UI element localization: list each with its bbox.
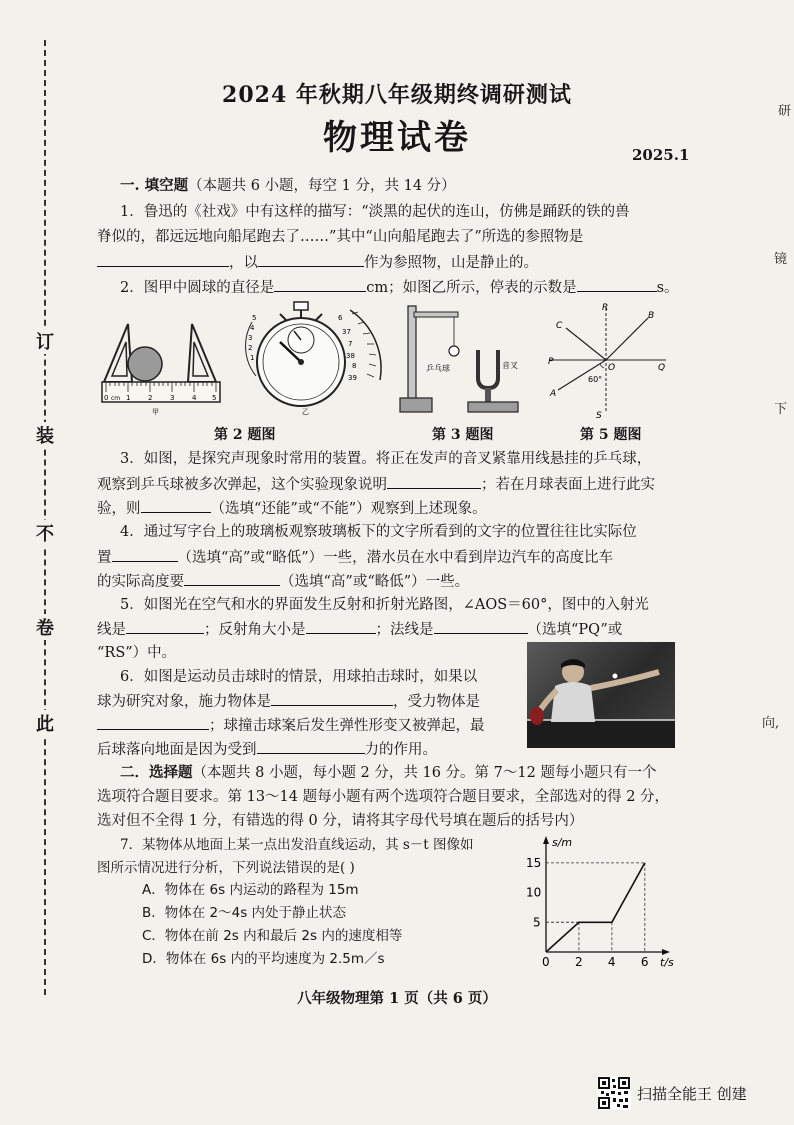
sublabel-a: 甲 <box>152 408 159 416</box>
q4-line1: 4．通过写字台上的玻璃板观察玻璃板下的文字所看到的文字的位置往往比实际位 <box>120 524 637 540</box>
y-tick-label: 15 <box>526 855 542 870</box>
fork-label: 音叉 <box>502 361 518 370</box>
answer-blank[interactable] <box>141 497 211 513</box>
qr-code-icon <box>597 1076 631 1110</box>
table-tennis-photo <box>527 642 675 748</box>
binding-char: 不 <box>32 520 58 546</box>
q6-text: 力的作用。 <box>364 742 437 758</box>
q1-text: ，以 <box>229 255 258 271</box>
q4-line2 <box>97 546 613 569</box>
q6-line4 <box>97 738 437 761</box>
q5-text: ；反射角大小是 <box>204 622 306 638</box>
pingpong-label: 乒乓球 <box>426 364 450 373</box>
series-line <box>546 863 645 952</box>
optics-angle-label: 60° <box>588 375 603 384</box>
section2-line1 <box>120 762 656 784</box>
ruler-label: cm <box>111 395 121 402</box>
binding-char: 卷 <box>32 614 58 640</box>
watch-big-dial: 8 <box>352 362 357 370</box>
exam-title: 2024 年秋期八年级期终调研测试 <box>222 82 572 108</box>
binding-char: 装 <box>32 422 58 448</box>
answer-blank[interactable] <box>434 618 528 634</box>
y-axis-arrow <box>543 836 549 844</box>
scanner-text: 扫描全能王 创建 <box>637 1084 747 1103</box>
x-tick-label: 6 <box>640 955 649 969</box>
x-axis-label: t/s <box>660 956 674 969</box>
q5-line3: “RS”）中。 <box>97 645 177 661</box>
binding-char: 此 <box>32 710 58 736</box>
q1-line3 <box>97 251 538 274</box>
q5-line1: 5．如图光在空气和水的界面发生反射和折射光路图，∠AOS＝60°，图中的入射光 <box>120 597 649 613</box>
fig2-caption: 第 2 题图 <box>214 427 276 443</box>
ruler-label: 2 <box>148 394 153 402</box>
q7-line1: 7．某物体从地面上某一点出发沿直线运动，其 s－t 图像如 <box>120 837 474 853</box>
q1-text: 作为参照物，山是静止的。 <box>364 255 538 271</box>
answer-blank[interactable] <box>577 276 657 292</box>
q2-text: 2．图甲中圆球的直径是 <box>120 280 275 296</box>
q5-text: （选填“PQ”或 <box>527 622 623 638</box>
optics-label-p: P <box>548 357 554 367</box>
figure-2a-ruler <box>98 318 224 418</box>
q4-text: 的实际高度要 <box>97 574 184 590</box>
binding-char: 订 <box>32 328 58 354</box>
q4-text: （选填“高”或“略低”）一些，潜水员在水中看到岸边汽车的高度比车 <box>177 550 614 566</box>
binding-dashed-line <box>44 40 46 995</box>
q6-line2 <box>97 690 480 713</box>
section1-note: （本题共 6 小题，每空 1 分，共 14 分） <box>188 178 456 194</box>
figure-5-optics <box>540 298 670 420</box>
subject-title: 物理试卷 <box>323 118 471 158</box>
q6-text: ；球撞击球案后发生弹性形变又被弹起，最 <box>209 718 485 734</box>
q5-text: ；法线是 <box>375 622 434 638</box>
watch-big-dial: 6 <box>338 314 343 322</box>
optics-label-a: A <box>550 389 557 399</box>
watch-small-dial: 5 <box>252 314 257 322</box>
q2-text: s。 <box>656 280 679 296</box>
q7-option-c: C．物体在前 2s 内和最后 2s 内的速度相等 <box>142 928 403 944</box>
section1-heading-line <box>120 175 456 197</box>
answer-blank[interactable] <box>126 618 204 634</box>
q3-text: 观察到乒乓球被多次弹起，这个实验现象说明 <box>97 477 387 493</box>
q6-line1: 6．如图是运动员击球时的情景，用球拍击球时，如果以 <box>120 669 478 685</box>
section1-heading: 一. 填空题 <box>120 177 189 194</box>
y-tick-label: 5 <box>533 915 541 930</box>
figure-2b-stopwatch <box>232 298 392 418</box>
q5-text: 线是 <box>97 622 126 638</box>
q6-line3 <box>97 714 485 737</box>
section2-heading: 二．选择题 <box>120 764 193 781</box>
q7-option-d: D．物体在 6s 内的平均速度为 2.5m／s <box>142 951 385 967</box>
answer-blank[interactable] <box>97 714 209 730</box>
page-footer: 八年级物理第 1 页（共 6 页） <box>297 990 497 1007</box>
q3-text: ；若在月球表面上进行此实 <box>481 477 655 493</box>
x-tick-label: 2 <box>574 955 583 969</box>
answer-blank[interactable] <box>258 251 364 267</box>
optics-label-q: Q <box>658 363 666 373</box>
ruler-label: 5 <box>212 394 217 402</box>
answer-blank[interactable] <box>271 690 393 706</box>
q5-line2 <box>97 618 622 641</box>
q3-text: （选填“还能”或“不能”）观察到上述现象。 <box>210 501 487 517</box>
margin-char: 镜 <box>774 252 788 267</box>
optics-label-r: R <box>602 303 609 313</box>
margin-char: 向, <box>762 716 780 731</box>
fig5-caption: 第 5 题图 <box>580 427 642 443</box>
q6-text: 球为研究对象，施力物体是 <box>97 694 271 710</box>
watch-big-dial: 7 <box>348 340 353 348</box>
section2-line2: 选项符合题目要求。第 13～14 题每小题有两个选项符合题目要求，全部选对的得 2 分， <box>97 789 670 805</box>
st-graph <box>522 834 672 970</box>
q4-line3 <box>97 570 469 593</box>
ruler-label: 4 <box>192 394 197 402</box>
q7-line2: 图所示情况进行分析，下列说法错误的是( ) <box>97 860 355 876</box>
optics-label-s: S <box>596 411 602 421</box>
optics-label-b: B <box>648 311 655 321</box>
exam-date: 2025.1 <box>632 146 690 164</box>
watch-big-dial: 37 <box>342 328 351 336</box>
q7-option-b: B．物体在 2～4s 内处于静止状态 <box>142 905 347 921</box>
q7-option-a: A．物体在 6s 内运动的路程为 15m <box>142 882 359 898</box>
answer-blank[interactable] <box>97 251 229 267</box>
section2-line3: 选对但不全得 1 分，有错选的得 0 分，请将其字母代号填在题后的括号内） <box>97 813 584 829</box>
answer-blank[interactable] <box>184 570 280 586</box>
q4-text: 置 <box>97 550 112 566</box>
ruler-label: 3 <box>170 394 175 402</box>
q3-line3 <box>97 497 487 520</box>
margin-char: 研 <box>778 104 792 119</box>
q3-line1: 3．如图，是探究声现象时常用的装置。将正在发声的音叉紧靠用线悬挂的乒乓球， <box>120 451 652 467</box>
fig3-caption: 第 3 题图 <box>432 427 494 443</box>
q4-text: （选填“高”或“略低”）一些。 <box>280 574 470 590</box>
optics-label-o: O <box>608 363 616 373</box>
watch-big-dial: 38 <box>346 352 355 360</box>
figure-3-tuning-fork <box>398 298 522 420</box>
x-tick-label: 0 <box>542 955 550 969</box>
q6-text: 后球落向地面是因为受到 <box>97 742 257 758</box>
optics-label-c: C <box>556 321 563 331</box>
answer-blank[interactable] <box>274 276 366 292</box>
section2-text: （本题共 8 小题，每小题 2 分，共 16 分。第 7～12 题每小题只有一个 <box>192 765 657 781</box>
watch-small-dial: 3 <box>248 334 253 342</box>
y-tick-label: 10 <box>526 885 542 900</box>
watch-small-dial: 4 <box>250 324 255 332</box>
answer-blank[interactable] <box>387 473 481 489</box>
y-axis-label: s/m <box>552 836 573 849</box>
watch-small-dial: 1 <box>250 354 255 362</box>
answer-blank[interactable] <box>257 738 365 754</box>
ruler-label: 1 <box>126 394 131 402</box>
q2-text: cm；如图乙所示，停表的示数是 <box>366 280 577 296</box>
player-silhouette <box>527 642 675 748</box>
ruler-label: 0 <box>104 394 109 402</box>
sublabel-b: 乙 <box>302 408 309 416</box>
x-tick-label: 4 <box>607 955 616 969</box>
q2-line1 <box>120 276 679 299</box>
q3-text: 验，则 <box>97 501 141 517</box>
q6-text: ，受力物体是 <box>393 694 480 710</box>
scanner-watermark <box>597 1075 747 1111</box>
q3-line2 <box>97 473 655 496</box>
q1-line1: 1．鲁迅的《社戏》中有这样的描写：“淡黑的起伏的连山，仿佛是踊跃的铁的兽 <box>120 204 630 220</box>
x-axis-arrow <box>662 949 670 955</box>
answer-blank[interactable] <box>112 546 178 562</box>
margin-char: 下 <box>774 402 788 417</box>
answer-blank[interactable] <box>306 618 376 634</box>
watch-big-dial: 39 <box>348 374 357 382</box>
q1-line2: 脊似的，都远远地向船尾跑去了……”其中“山向船尾跑去了”所选的参照物是 <box>97 229 584 245</box>
watch-small-dial: 2 <box>248 344 253 352</box>
